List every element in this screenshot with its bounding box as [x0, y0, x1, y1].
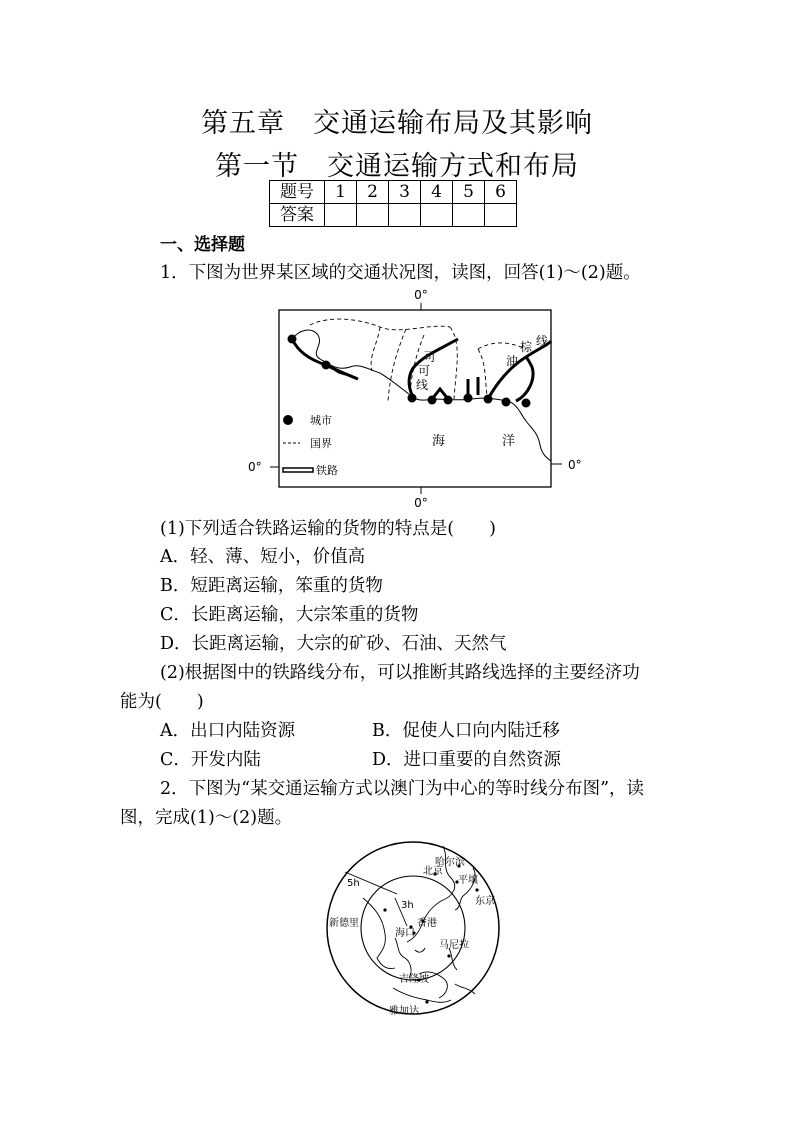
city-marker — [447, 954, 450, 957]
city-marker — [464, 394, 473, 403]
answer-cell[interactable] — [357, 204, 389, 227]
city-marker — [408, 394, 417, 403]
q1-sub2-option-a[interactable]: A．出口内陆资源 — [160, 721, 296, 741]
q1-transport-map — [240, 283, 600, 515]
city-marker — [475, 888, 478, 891]
city-label: 海口 — [395, 928, 415, 939]
legend-rail-label: 铁路 — [316, 464, 338, 477]
city-marker — [428, 396, 437, 405]
answer-cell[interactable] — [485, 204, 517, 227]
legend-rail-icon — [283, 468, 313, 472]
section-heading: 一、选择题 — [160, 235, 245, 255]
map-label: 线 — [416, 378, 429, 392]
question-number: 4 — [421, 181, 453, 204]
q1-sub1-stem: (1)下列适合铁路运输的货物的特点是( ) — [160, 519, 496, 539]
answer-cell[interactable] — [389, 204, 421, 227]
city-marker — [522, 399, 531, 408]
question-number: 3 — [389, 181, 421, 204]
map-label: 可 — [424, 350, 437, 364]
cities — [288, 335, 531, 408]
section-number: 第一节 — [215, 151, 299, 182]
q2-stem: 2．下图为“某交通运输方式以澳门为中心的等时线分布图”，读 — [160, 779, 645, 799]
city-label: 哈尔滨 — [435, 857, 465, 868]
q2-isochrone-map — [323, 838, 503, 1018]
section-name: 交通运输方式和布局 — [327, 151, 579, 182]
question-number: 2 — [357, 181, 389, 204]
map-legend — [283, 414, 338, 477]
chapter-number: 第五章 — [201, 108, 285, 139]
q1-sub2-stem: (2)根据图中的铁路线分布，可以推断其路线选择的主要经济功 — [160, 663, 640, 683]
map-label: 可 — [418, 364, 431, 378]
city-label: 马尼拉 — [439, 940, 469, 951]
section-title — [0, 144, 794, 183]
answer-table — [269, 180, 517, 227]
city-label: 东京 — [475, 896, 495, 907]
city-label: 平壤 — [458, 875, 478, 886]
chapter-title — [0, 101, 794, 140]
header-label: 题号 — [270, 181, 325, 204]
q1-sub1-option-c[interactable]: C．长距离运输，大宗笨重的货物 — [160, 605, 419, 625]
answer-cell[interactable] — [453, 204, 485, 227]
map-label: 线 — [536, 334, 549, 348]
answer-label: 答案 — [270, 204, 325, 227]
q1-sub1-option-a[interactable]: A．轻、薄、短小，价值高 — [160, 547, 366, 567]
isochrone-label-5h: 5h — [347, 878, 360, 889]
city-marker — [444, 396, 453, 405]
answer-table-answer-row — [270, 204, 517, 227]
sea-label: 海 — [432, 434, 446, 449]
city-label: 雅加达 — [389, 1006, 419, 1017]
city-label: 香港 — [417, 918, 437, 929]
q2-stem-cont: 图，完成(1)～(2)题。 — [120, 808, 293, 828]
q1-sub1-option-d[interactable]: D．长距离运输，大宗的矿砂、石油、天然气 — [160, 634, 507, 654]
question-number: 1 — [325, 181, 357, 204]
legend-city-label: 城市 — [310, 414, 332, 427]
city-marker — [484, 395, 493, 404]
q1-sub2-option-c[interactable]: C．开发内陆 — [160, 750, 261, 770]
isochrone-label-3h: 3h — [401, 900, 414, 911]
city-marker — [502, 398, 511, 407]
sea-label: 洋 — [502, 434, 516, 449]
question-number: 6 — [485, 181, 517, 204]
chapter-name: 交通运输布局及其影响 — [313, 108, 593, 139]
question-number: 5 — [453, 181, 485, 204]
q1-sub2-stem-cont: 能为( ) — [120, 692, 204, 712]
map-label: 油 — [506, 354, 519, 368]
city-marker — [425, 1000, 428, 1003]
city-marker — [322, 361, 331, 370]
map-label: 棕 — [520, 340, 533, 354]
legend-city-icon — [283, 415, 293, 425]
city-label: 吉隆坡 — [399, 974, 429, 985]
city-label: 新德里 — [329, 918, 359, 929]
city-label: 北京 — [423, 866, 443, 877]
q1-sub2-option-d[interactable]: D．进口重要的自然资源 — [372, 750, 562, 770]
city-marker — [288, 335, 297, 344]
answer-cell[interactable] — [325, 204, 357, 227]
q1-sub1-option-b[interactable]: B．短距离运输，笨重的货物 — [160, 576, 383, 596]
lon-label-right: 0° — [568, 458, 582, 472]
q1-stem: 1．下图为世界某区域的交通状况图，读图，回答(1)～(2)题。 — [160, 263, 641, 283]
lon-label-left: 0° — [248, 460, 262, 474]
answer-cell[interactable] — [421, 204, 453, 227]
lat-label-top: 0° — [414, 288, 428, 302]
q1-sub2-option-b[interactable]: B．促使人口向内陆迁移 — [372, 721, 560, 741]
city-marker — [383, 908, 386, 911]
answer-table-header-row — [270, 181, 517, 204]
legend-border-label: 国界 — [310, 437, 332, 450]
lat-label-bottom: 0° — [414, 496, 428, 510]
